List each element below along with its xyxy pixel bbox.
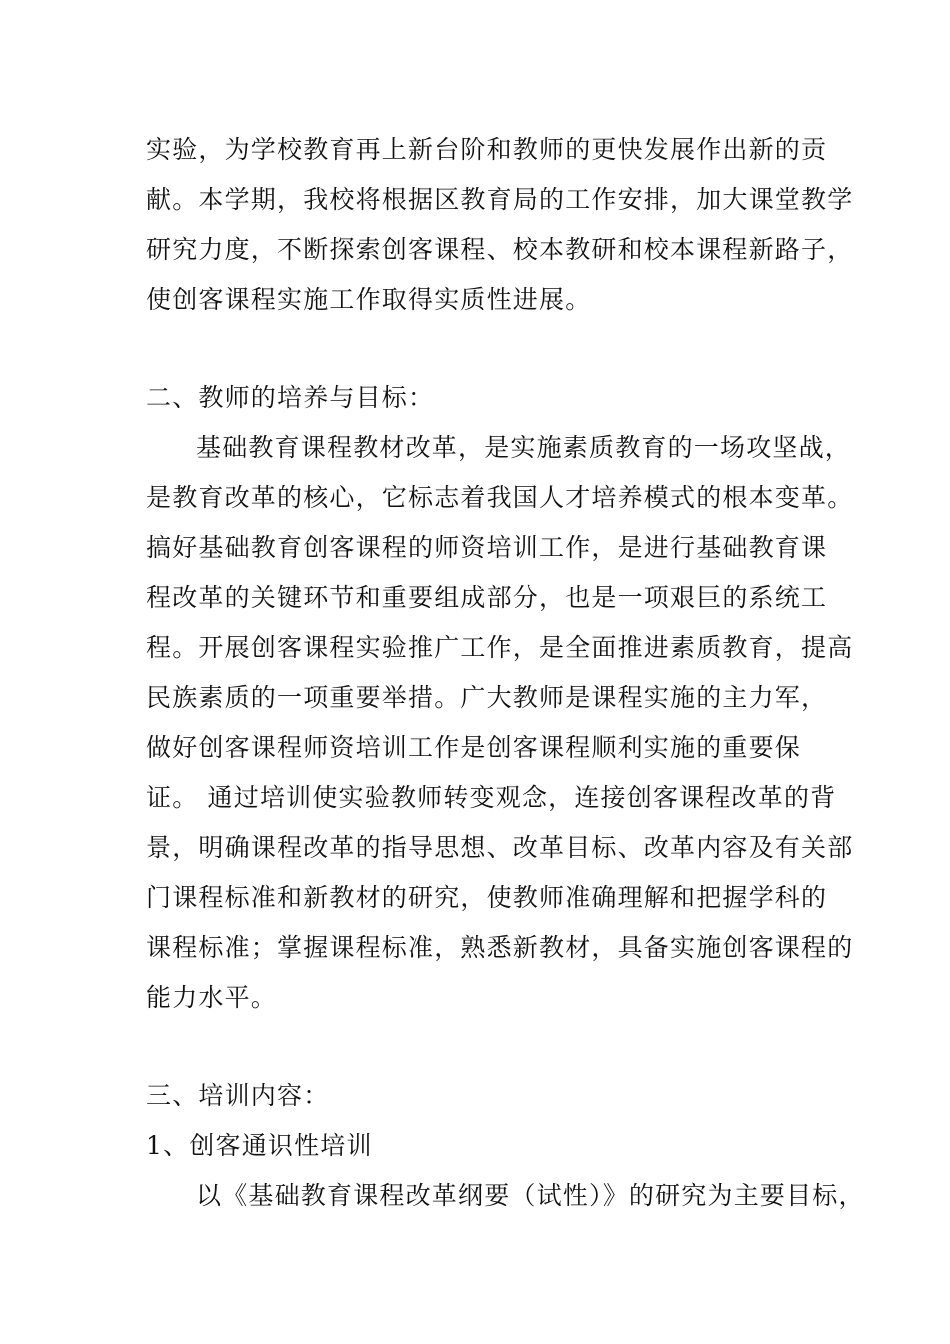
section-heading: 三、培训内容： [146, 1081, 330, 1110]
paragraph-line: 门课程标准和新教材的研究，使教师准确理解和把握学科的 [146, 883, 828, 912]
paragraph-line: 程。开展创客课程实验推广工作，是全面推进素质教育，提高 [146, 633, 854, 662]
paragraph-line: 民族素质的一项重要举措。广大教师是课程实施的主力军， [146, 683, 828, 712]
paragraph-line: 以《基础教育课程改革纲要（试性）》的研究为主要目标， [196, 1181, 865, 1210]
paragraph-line: 景，明确课程改革的指导思想、改革目标、改革内容及有关部 [146, 833, 854, 862]
section-heading: 二、教师的培养与目标： [146, 383, 435, 412]
paragraph-line: 是教育改革的核心，它标志着我国人才培养模式的根本变革。 [146, 483, 854, 512]
paragraph-line: 研究力度，不断探索创客课程、校本教研和校本课程新路子， [146, 235, 854, 264]
subsection-heading: 1、创客通识性培训 [146, 1131, 373, 1160]
paragraph-line: 证。 通过培训使实验教师转变观念，连接创客课程改革的背 [146, 783, 837, 812]
paragraph-line: 使创客课程实施工作取得实质性进展。 [146, 285, 592, 314]
paragraph-line: 献。本学期，我校将根据区教育局的工作安排，加大课堂教学 [146, 185, 854, 214]
paragraph-line: 做好创客课程师资培训工作是创客课程顺利实施的重要保 [146, 733, 802, 762]
paragraph-line: 程改革的关键环节和重要组成部分，也是一项艰巨的系统工 [146, 583, 828, 612]
paragraph-line: 搞好基础教育创客课程的师资培训工作，是进行基础教育课 [146, 533, 828, 562]
paragraph-line: 能力水平。 [146, 983, 278, 1012]
paragraph-line: 课程标准；掌握课程标准，熟悉新教材，具备实施创客课程的 [146, 933, 854, 962]
paragraph-line: 实验，为学校教育再上新台阶和教师的更快发展作出新的贡 [146, 135, 828, 164]
paragraph-line: 基础教育课程教材改革，是实施素质教育的一场攻坚战， [196, 433, 852, 462]
